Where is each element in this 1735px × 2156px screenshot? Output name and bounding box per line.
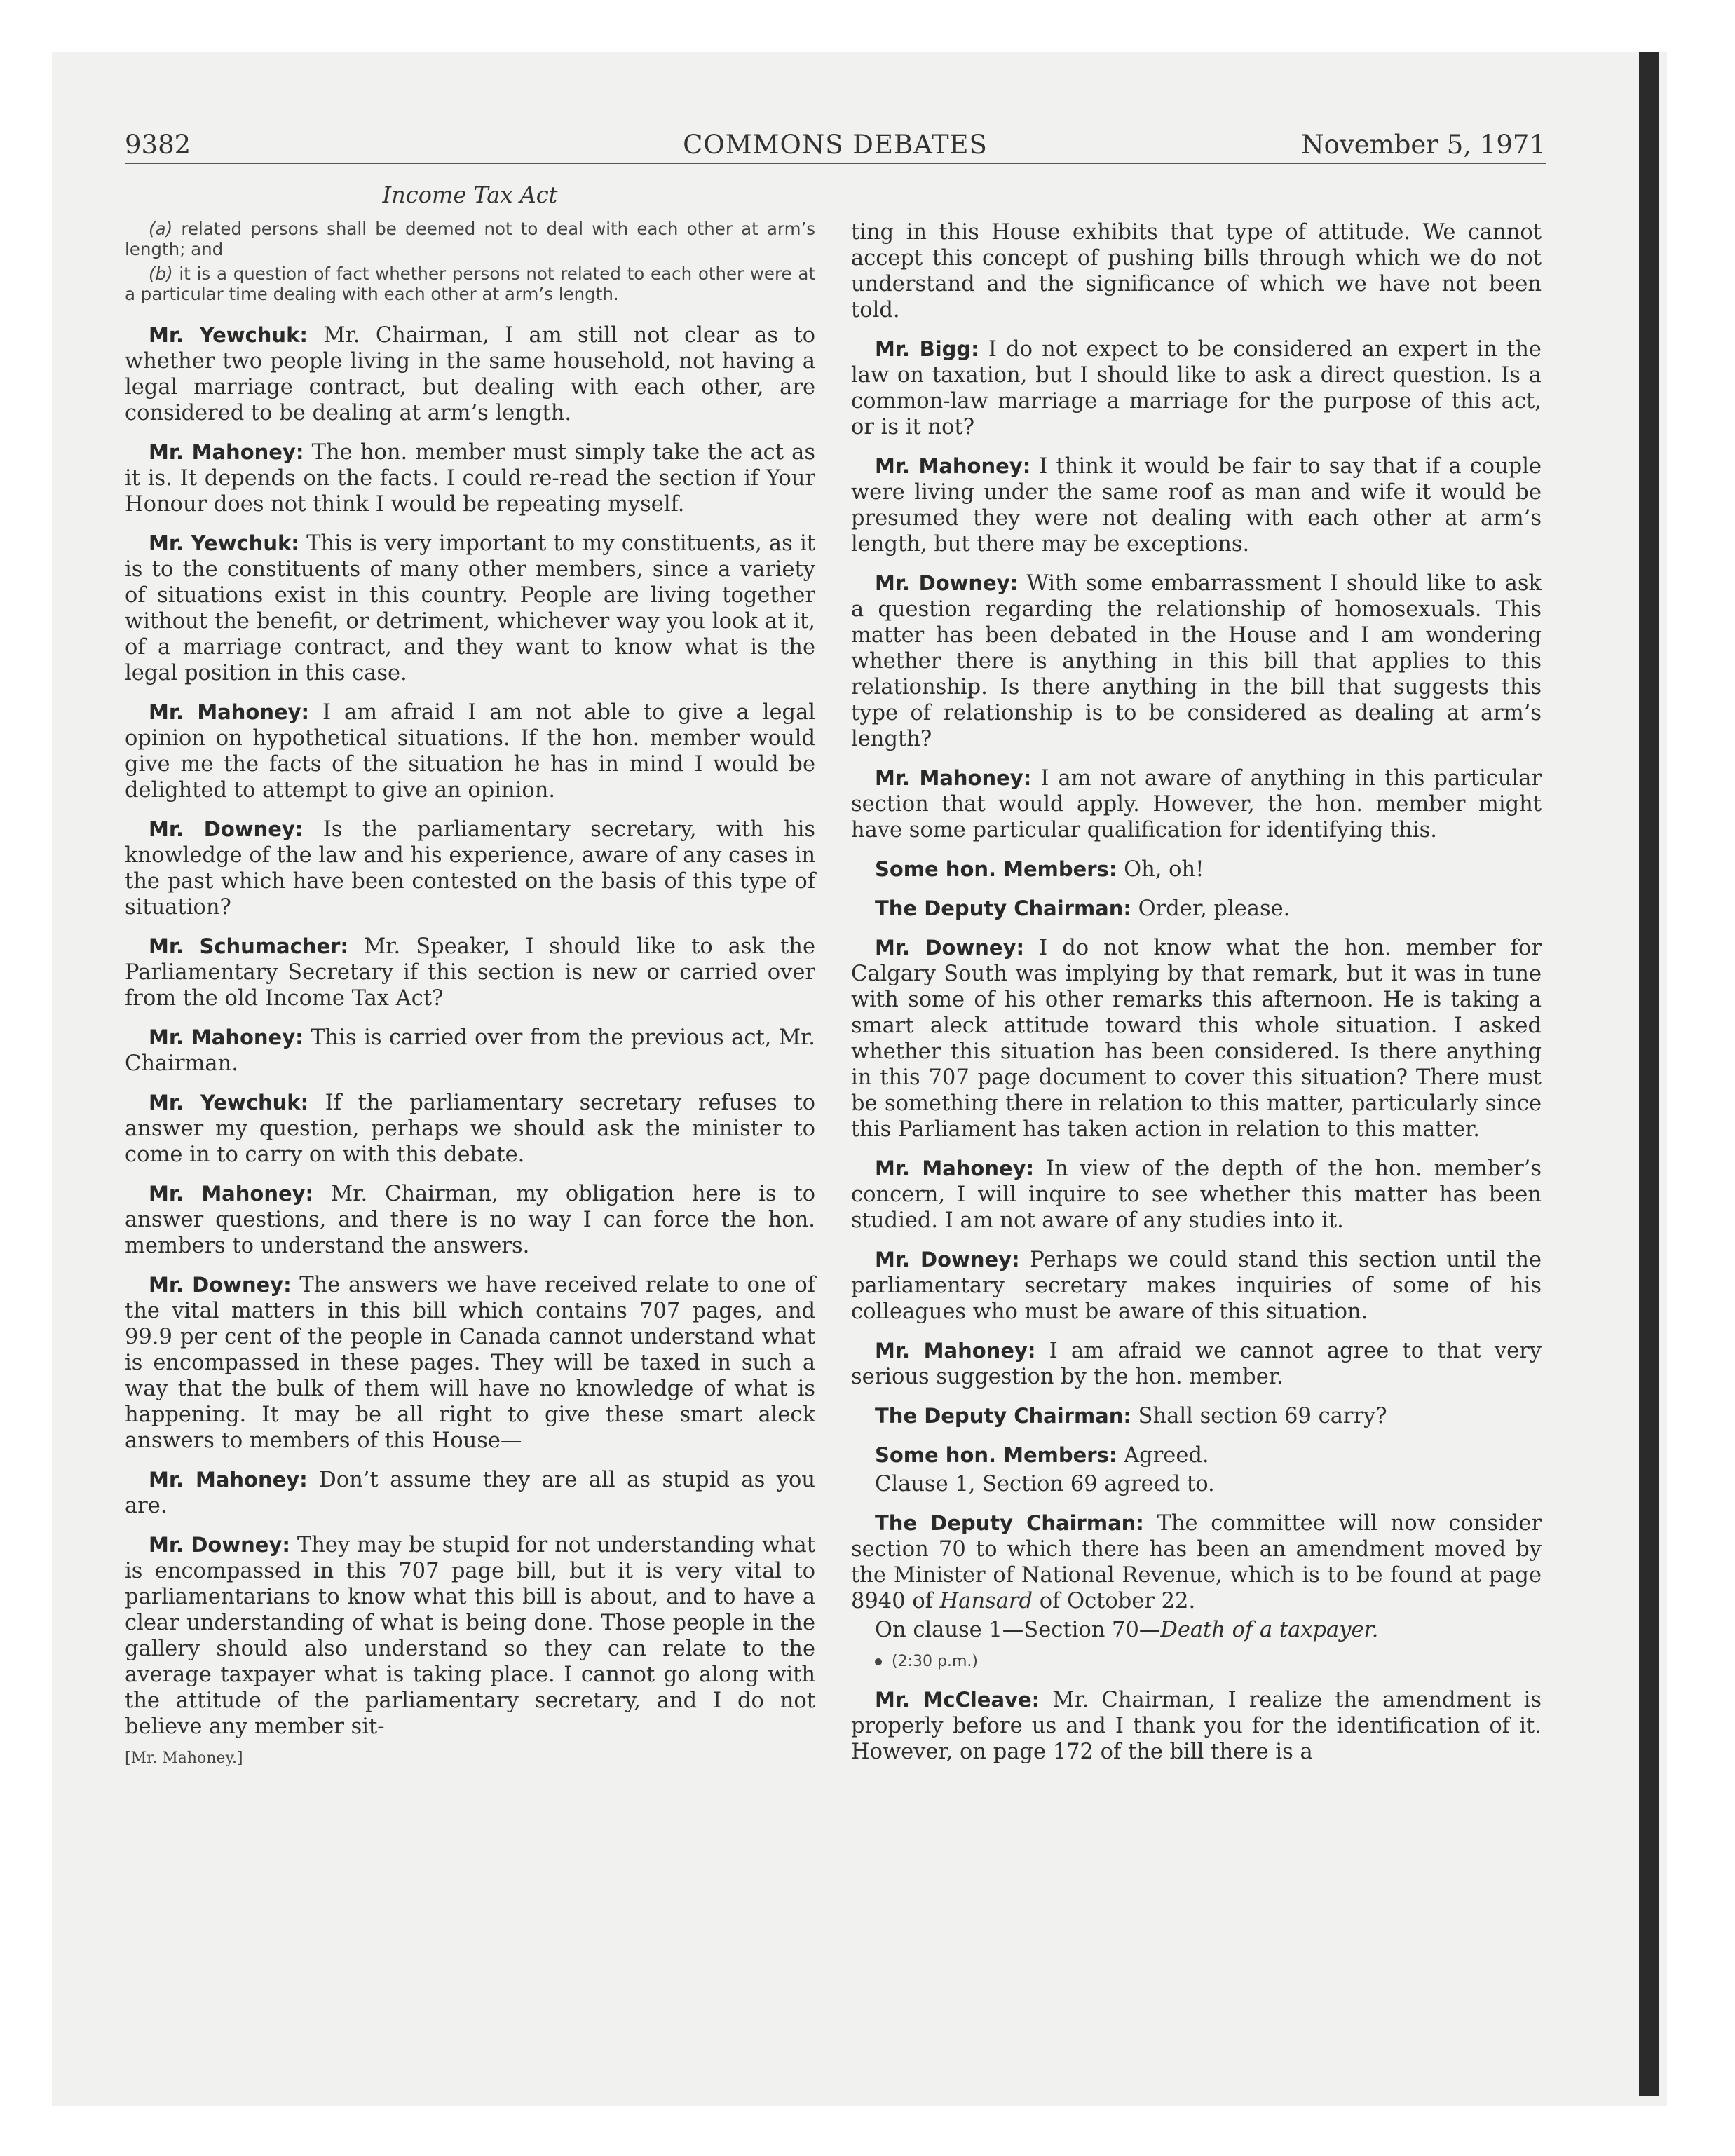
clause-a-text: related persons shall be deemed not to deal with each other at arm’s length; and: [125, 219, 815, 259]
clause-heading-text: On clause 1—Section 70—: [875, 1618, 1161, 1642]
hansard-reference: Hansard: [939, 1589, 1033, 1613]
speech-text: Shall section 69 carry?: [1131, 1404, 1387, 1428]
speech-text: Perhaps we could stand this section until the parliamentary secretary makes inquiries of some of his colleagues who must be aware of this situation.: [851, 1248, 1542, 1324]
speech-paragraph: [851, 1156, 1542, 1234]
speech-paragraph: [851, 1338, 1542, 1390]
page-date: November 5, 1971: [1301, 130, 1546, 160]
speaker-name: Mr. Mahoney:: [149, 700, 310, 724]
speaker-name: Mr. Downey:: [149, 817, 304, 841]
speech-paragraph: [851, 1442, 1542, 1468]
speaker-name: Mr. Mahoney:: [875, 1157, 1035, 1180]
speech-paragraph: [851, 935, 1542, 1142]
page-footnote: [Mr. Mahoney.]: [125, 1749, 243, 1767]
clause-agreed-line: Clause 1, Section 69 agreed to.: [875, 1472, 1215, 1496]
speaker-name: Mr. Mahoney:: [149, 440, 304, 464]
speaker-name: Mr. Yewchuk:: [149, 1091, 309, 1114]
continued-paragraph: ting in this House exhibits that type of attitude. We cannot accept this concept of pushing bills through which we do not understand and the significance of which we have not been told.: [851, 220, 1542, 322]
speech-paragraph: [851, 1687, 1542, 1765]
section-subtitle: Income Tax Act: [382, 182, 558, 208]
left-column: [125, 181, 815, 1771]
speaker-name: Mr. Downey:: [875, 936, 1025, 960]
speech-text: I do not know what the hon. member for Calgary South was implying by that remark, but it was in tune with some of his other remarks this afternoon. He is taking a smart aleck attitude toward this whole situation. I asked whether this situation has been considered. Is there anything in this 707 page document to cover this situation? There must be something there in relation to this matter, particularly since this Parliament has taken action in relation to this matter.: [851, 936, 1542, 1142]
scan-edge-bar: [1639, 52, 1659, 2096]
speech-text: of October 22.: [1033, 1589, 1196, 1613]
speech-paragraph: [125, 322, 815, 426]
speaker-name: Mr. Downey:: [875, 571, 1019, 595]
speech-text: I am afraid I am not able to give a legal opinion on hypothetical situations. If the hon. member would give me the facts of the situation he has in mind I would be delighted to attempt to give an opinion.: [125, 700, 816, 803]
speech-text: I do not expect to be considered an expert in the law on taxation, but I should like to ask a direct question. Is a common-law marriage a marriage for the purpose of this act, or is it not?: [851, 337, 1542, 439]
quoted-clause-b: [125, 264, 815, 304]
speech-text: Order, please.: [1131, 896, 1291, 921]
speech-paragraph: [125, 1181, 815, 1259]
speaker-name: Some hon. Members:: [875, 1443, 1117, 1467]
speech-text: Mr. Chairman, my obligation here is to answer questions, and there is no way I can force the hon. members to understand the answers.: [125, 1182, 815, 1258]
speaker-name: Mr. Mahoney:: [875, 1339, 1036, 1363]
speech-paragraph: [851, 1247, 1542, 1325]
speech-text: I am not aware of anything in this particular section that would apply. However, the hon. member might have some particular qualification for identifying this.: [851, 766, 1542, 842]
speech-paragraph: [851, 453, 1542, 557]
speech-text: Don’t assume they are all as stupid as you are.: [125, 1468, 815, 1518]
speech-paragraph: [851, 336, 1542, 440]
speech-text: If the parliamentary secretary refuses to answer my question, perhaps we should ask the minister to come in to carry on with this debate.: [125, 1091, 815, 1167]
page-number: 9382: [125, 130, 191, 160]
speech-text: I am afraid we cannot agree to that very serious suggestion by the hon. member.: [851, 1339, 1542, 1389]
speech-paragraph: [125, 1467, 815, 1519]
speech-paragraph: [125, 1090, 815, 1168]
speech-paragraph: [125, 531, 815, 686]
speaker-name: Mr. Mahoney:: [149, 1182, 314, 1206]
speech-text: In view of the depth of the hon. member’s concern, I will inquire to see whether this matter has been studied. I am not aware of any studies into it.: [851, 1157, 1542, 1233]
speech-paragraph: [851, 765, 1542, 843]
speech-paragraph: [125, 817, 815, 920]
speech-text: The hon. member must simply take the act as it is. It depends on the facts. I could re-read the section if Your Honour does not think I would be repeating myself.: [125, 440, 815, 517]
publication-title: COMMONS DEBATES: [683, 130, 988, 160]
header-rule: [125, 163, 1546, 164]
clause-b-label: (b): [149, 264, 173, 284]
speaker-name: Mr. Schumacher:: [149, 934, 349, 958]
speaker-name: Mr. Yewchuk:: [149, 323, 308, 347]
speaker-name: Mr. Mahoney:: [875, 766, 1032, 790]
speaker-name: Mr. Downey:: [149, 1273, 292, 1297]
speaker-name: Mr. Mahoney:: [149, 1025, 304, 1049]
speech-text: This is carried over from the previous act, Mr. Chairman.: [125, 1025, 815, 1076]
speaker-name: Mr. Mahoney:: [875, 454, 1031, 478]
clause-heading: [851, 1617, 1542, 1643]
page-header: [125, 130, 1546, 162]
speech-paragraph: [125, 1532, 815, 1740]
clause-b-text: it is a question of fact whether persons not related to each other were at a particular time dealing with each other at arm’s length.: [125, 264, 815, 304]
speech-paragraph: [125, 1272, 815, 1454]
speaker-name: Mr. Downey:: [875, 1248, 1020, 1271]
speech-text: The committee will now consider section 70 to which there has been an amendment moved by the Minister of National Revenue, which is to be found at page 8940 of: [851, 1511, 1542, 1613]
speech-text: I think it would be fair to say that if a couple were living under the same roof as man and wife it would be presumed they were not dealing with each other at arm’s length, but there may be exceptions.: [851, 454, 1542, 557]
quoted-clause-a: [125, 219, 815, 259]
speech-text: With some embarrassment I should like to ask a question regarding the relationship of homosexuals. This matter has been debated in the House and I am wondering whether there is anything in this bill that applies to this relationship. Is there anything in the bill that suggests this type of relationship is to be considered as dealing at arm’s length?: [851, 571, 1542, 751]
speaker-name: The Deputy Chairman:: [875, 1404, 1131, 1428]
speaker-name: Mr. Mahoney:: [149, 1468, 308, 1492]
speech-text: Agreed.: [1117, 1443, 1209, 1468]
speech-text: Is the parliamentary secretary, with his knowledge of the law and his experience, aware of any cases in the past which have been contested on the basis of this type of situation?: [125, 817, 815, 920]
speech-paragraph: [851, 857, 1542, 882]
speech-text: They may be stupid for not understanding what is encompassed in this 707 page bill, but it is very vital to parliamentarians to know what this bill is about, and to have a clear understanding of what is being done. Those people in the gallery should also understand so they can relate to the average taxpayer what is taking place. I cannot go along with the attitude of the parliamentary secretary, and I do not believe any member sit-: [125, 1533, 815, 1739]
speech-text: Oh, oh!: [1117, 857, 1204, 882]
speech-text: Mr. Chairman, I am still not clear as to whether two people living in the same household, not having a legal marriage contract, but dealing with each other, are considered to be dealing at arm’s length.: [125, 323, 815, 425]
time-marker: [875, 1649, 1542, 1674]
speaker-name: Mr. McCleave:: [875, 1688, 1040, 1712]
speech-text: This is very important to my constituents, as it is to the constituents of many other members, since a variety of situations exist in this country. People are living together without the benefit, or detriment, whichever way you look at it, of a marriage contract, and they want to know what is the legal position in this case.: [125, 531, 815, 685]
clause-heading-title: Death of a taxpayer.: [1160, 1618, 1379, 1642]
speaker-name: Mr. Downey:: [149, 1533, 290, 1557]
speech-paragraph: [851, 1403, 1542, 1429]
speech-paragraph: [851, 896, 1542, 922]
speaker-name: Mr. Yewchuk:: [149, 531, 299, 555]
speech-paragraph: [125, 439, 815, 517]
speech-text: The answers we have received relate to one of the vital matters in this bill which contains 707 pages, and 99.9 per cent of the people in Canada cannot understand what is encompassed in these pages. They will be taxed in such a way that the bulk of them will have no knowledge of what is happening. It may be all right to give these smart aleck answers to members of this House—: [125, 1273, 815, 1453]
speech-paragraph: [125, 934, 815, 1011]
time-text: (2:30 p.m.): [892, 1653, 978, 1670]
speech-paragraph: [125, 1025, 815, 1077]
bullet-icon: [875, 1658, 882, 1665]
speech-text: Mr. Speaker, I should like to ask the Parliamentary Secretary if this section is new or carried over from the old Income Tax Act?: [125, 934, 815, 1011]
speech-text: Mr. Chairman, I realize the amendment is properly before us and I thank you for the identification of it. However, on page 172 of the bill there is a: [851, 1688, 1542, 1764]
speaker-name: The Deputy Chairman:: [875, 896, 1131, 920]
speaker-name: The Deputy Chairman:: [875, 1511, 1144, 1535]
speech-paragraph: [851, 571, 1542, 752]
speaker-name: Mr. Bigg:: [875, 337, 979, 361]
speech-paragraph: [125, 700, 815, 803]
speech-paragraph: [851, 1510, 1542, 1614]
right-column: [851, 219, 1542, 1778]
speaker-name: Some hon. Members:: [875, 857, 1117, 881]
clause-a-label: (a): [149, 219, 173, 239]
